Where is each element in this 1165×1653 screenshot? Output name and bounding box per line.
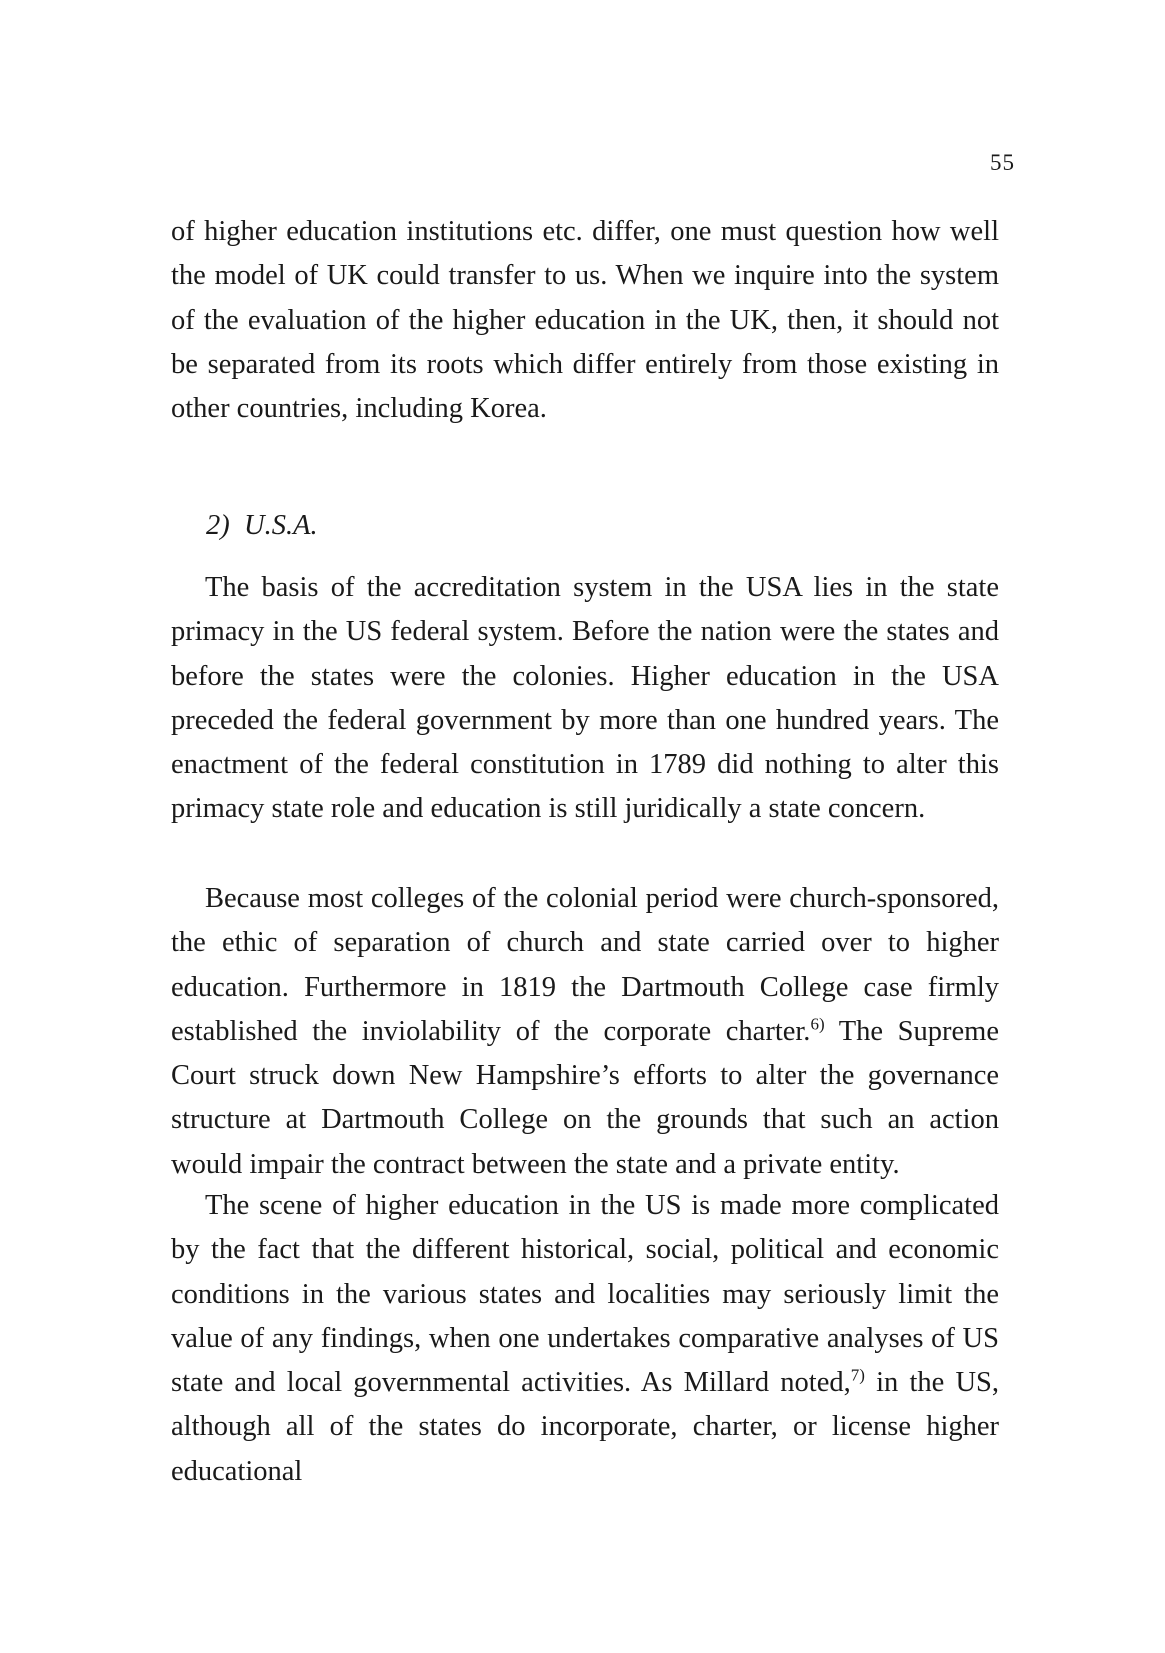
paragraph-dartmouth-case [171, 877, 999, 1187]
paragraph-text-before-footnote: The scene of higher education in the US is made more complicated by the fact that the different historical, social, political and economic conditions in the various states and localities may seriously limit the value of any findings, when one undertakes comparative analyses of US state and local governmental activities. As Millard noted, [171, 1190, 999, 1399]
footnote-reference-6: 6) [810, 1014, 825, 1034]
paragraph-accreditation-basis: The basis of the accreditation system in the USA lies in the state primacy in the US federal system. Before the nation were the states and before the states were the colonies. Higher education in the USA preceded the federal government by more than one hundred years. The enactment of the federal constitution in 1789 did nothing to alter this primacy state role and education is still juridically a state concern. [171, 572, 999, 825]
page-number: 55 [990, 150, 1015, 175]
paragraph-uk-conclusion: of higher education institutions etc. differ, one must question how well the model of UK could transfer to us. When we inquire into the system of the evaluation of the higher education in the UK, then, it should not be separated from its roots which differ entirely from those existing in other countries, including Korea. [171, 216, 999, 425]
footnote-reference-7: 7) [850, 1365, 865, 1385]
paragraph-text-before-footnote: Because most colleges of the colonial period were church-sponsored, the ethic of separation of church and state carried over to higher education. Furthermore in 1819 the Dartmouth College case firmly established the inviolability of the corporate charter. [171, 883, 999, 1047]
paragraph-us-complexity [171, 1184, 999, 1494]
paragraph-text-after-footnote: The Supreme Court struck down New Hampshire’s efforts to alter the governance structure at Dartmouth College on the grounds that such an action would impair the contract between the state and a private entity. [171, 1015, 999, 1180]
paragraph-text-after-footnote: in the US, although all of the states do incorporate, charter, or license higher educational [171, 1367, 999, 1487]
section-heading-usa: 2) U.S.A. [206, 510, 318, 541]
